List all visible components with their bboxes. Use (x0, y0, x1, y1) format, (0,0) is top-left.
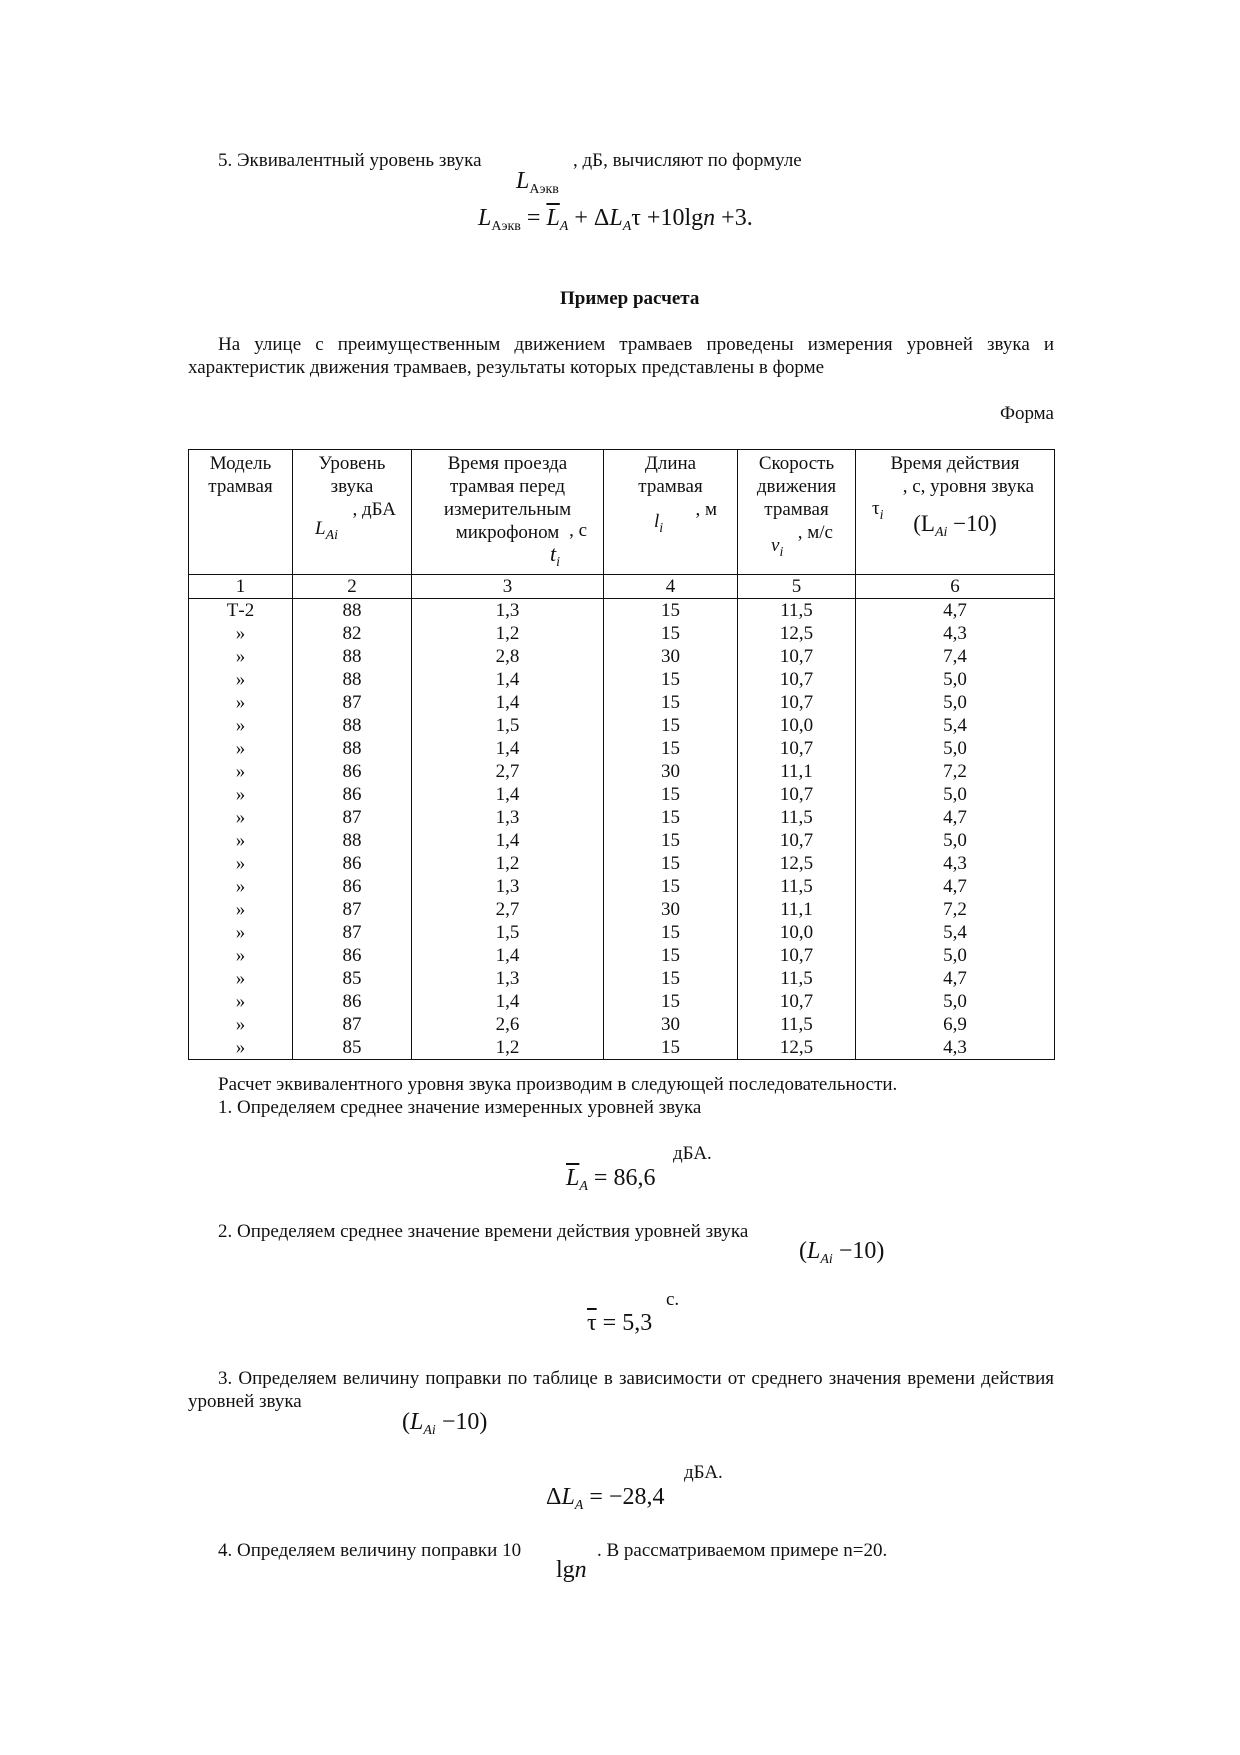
table-cell: 15 (604, 944, 738, 967)
table-cell: 15 (604, 875, 738, 898)
formula-mean-level: $\overline{L}_A = 86,6$ (566, 1165, 656, 1194)
table-cell: 15 (604, 852, 738, 875)
table-cell: 1,3 (412, 806, 604, 829)
header-speed: Скорость движения трамвая , м/с $v_i$ (738, 450, 856, 575)
table-cell: 5,0 (856, 737, 1055, 760)
table-cell: » (189, 921, 293, 944)
forma-label: Форма (999, 403, 1054, 424)
table-row (189, 806, 1055, 829)
table-cell: 88 (293, 599, 412, 623)
table-row (189, 622, 1055, 645)
step1-text: 1. Определяем среднее значение измеренных уровней звука (218, 1097, 702, 1118)
table-cell: 10,7 (738, 829, 856, 852)
column-number-row (189, 575, 1055, 599)
table-cell: 7,2 (856, 898, 1055, 921)
table-row (189, 599, 1055, 623)
forma-table (188, 449, 1055, 1060)
table-cell: 4,7 (856, 875, 1055, 898)
table-cell: » (189, 1036, 293, 1060)
table-cell: 15 (604, 737, 738, 760)
table-cell: 10,7 (738, 645, 856, 668)
table-cell: 30 (604, 1013, 738, 1036)
table-cell: 5,4 (856, 921, 1055, 944)
step3-expression: $(L_{Ai} -10)$ (402, 1409, 488, 1438)
table-cell: 87 (293, 1013, 412, 1036)
table-cell: » (189, 829, 293, 852)
table-row (189, 691, 1055, 714)
column-number: 1 (189, 575, 293, 599)
example-intro: На улице с преимущественным движением трамваев проведены измерения уровней звука и характеристик движения трамваев, результаты которых представлены в форме (188, 334, 1054, 378)
example-heading: Пример расчета (560, 288, 700, 309)
table-cell: 5,0 (856, 829, 1055, 852)
table-cell: 11,5 (738, 875, 856, 898)
table-cell: 1,4 (412, 691, 604, 714)
table-cell: 1,4 (412, 944, 604, 967)
table-cell: 85 (293, 1036, 412, 1060)
formula-mean-level-unit: дБА. (673, 1143, 712, 1164)
table-cell: » (189, 1013, 293, 1036)
table-cell: 15 (604, 967, 738, 990)
column-number: 2 (293, 575, 412, 599)
table-cell: 1,5 (412, 921, 604, 944)
table-cell: » (189, 714, 293, 737)
table-cell: 10,7 (738, 737, 856, 760)
table-cell: » (189, 944, 293, 967)
table-cell: 1,4 (412, 668, 604, 691)
table-cell: 1,3 (412, 599, 604, 623)
table-cell: 5,0 (856, 668, 1055, 691)
table-cell: » (189, 783, 293, 806)
table-cell: 10,7 (738, 668, 856, 691)
table-row (189, 852, 1055, 875)
table-cell: 2,6 (412, 1013, 604, 1036)
table-cell: 7,2 (856, 760, 1055, 783)
table-row (189, 1036, 1055, 1060)
table-cell: 11,5 (738, 967, 856, 990)
formula-correction-unit: дБА. (684, 1462, 723, 1483)
table-cell: 11,5 (738, 599, 856, 623)
table-cell: » (189, 898, 293, 921)
table-cell: 15 (604, 599, 738, 623)
table-cell: 5,0 (856, 944, 1055, 967)
header-sound-level: Уровень звука , дБА $L_{Ai}$ (293, 450, 412, 575)
table-cell: 1,5 (412, 714, 604, 737)
table-cell: 88 (293, 645, 412, 668)
table-cell: 86 (293, 990, 412, 1013)
table-cell: 10,0 (738, 714, 856, 737)
table-cell: 4,3 (856, 1036, 1055, 1060)
table-cell: 11,5 (738, 806, 856, 829)
steps-intro: Расчет эквивалентного уровня звука производим в следующей последовательности. (218, 1074, 898, 1095)
table-cell: 5,0 (856, 691, 1055, 714)
table-cell: 30 (604, 760, 738, 783)
table-row (189, 1013, 1055, 1036)
table-cell: 1,4 (412, 783, 604, 806)
step4-text-before: 4. Определяем величину поправки 10 (218, 1540, 522, 1561)
table-row (189, 829, 1055, 852)
table-cell: 5,4 (856, 714, 1055, 737)
item5-text-before: 5. Эквивалентный уровень звука (218, 150, 482, 171)
formula-mean-time-unit: с. (666, 1289, 680, 1310)
table-cell: 86 (293, 760, 412, 783)
table-cell: 10,7 (738, 990, 856, 1013)
table-cell: 5,0 (856, 990, 1055, 1013)
table-cell: » (189, 691, 293, 714)
table-cell: 15 (604, 714, 738, 737)
table-cell: 10,7 (738, 944, 856, 967)
table-cell: 5,0 (856, 783, 1055, 806)
table-cell: 4,3 (856, 622, 1055, 645)
table-cell: 87 (293, 898, 412, 921)
table-cell: 12,5 (738, 852, 856, 875)
table-cell: » (189, 806, 293, 829)
table-row (189, 921, 1055, 944)
table-cell: 15 (604, 921, 738, 944)
table-cell: 86 (293, 783, 412, 806)
table-cell: 7,4 (856, 645, 1055, 668)
table-cell: 4,7 (856, 967, 1055, 990)
table-cell: » (189, 645, 293, 668)
table-cell: 4,7 (856, 599, 1055, 623)
table-cell: 86 (293, 852, 412, 875)
table-cell: 12,5 (738, 1036, 856, 1060)
table-row (189, 990, 1055, 1013)
table-cell: » (189, 852, 293, 875)
column-number: 4 (604, 575, 738, 599)
table-cell: 88 (293, 737, 412, 760)
step3-text: 3. Определяем величину поправки по таблице в зависимости от среднего значения времени действия уровней звука (188, 1368, 1054, 1412)
table-cell: 1,2 (412, 852, 604, 875)
table-cell: 2,7 (412, 760, 604, 783)
column-number: 6 (856, 575, 1055, 599)
table-cell: 87 (293, 921, 412, 944)
table-cell: 82 (293, 622, 412, 645)
table-cell: 30 (604, 645, 738, 668)
table-cell: 87 (293, 806, 412, 829)
table-cell: 11,1 (738, 898, 856, 921)
table-cell: 2,8 (412, 645, 604, 668)
item5-text-after: , дБ, вычисляют по формуле (573, 150, 802, 171)
table-cell: 12,5 (738, 622, 856, 645)
table-cell: 15 (604, 691, 738, 714)
table-row (189, 783, 1055, 806)
table-cell: 10,7 (738, 783, 856, 806)
table-cell: 30 (604, 898, 738, 921)
header-length: Длина трамвая , м $l_i$ (604, 450, 738, 575)
table-cell: 1,4 (412, 990, 604, 1013)
step4-lgn: lgn (556, 1557, 587, 1583)
table-cell: 4,3 (856, 852, 1055, 875)
table-cell: 87 (293, 691, 412, 714)
table-cell: 15 (604, 668, 738, 691)
table-cell: 1,2 (412, 1036, 604, 1060)
table-cell: 1,4 (412, 737, 604, 760)
table-row (189, 737, 1055, 760)
table-row (189, 898, 1055, 921)
table-cell: 10,0 (738, 921, 856, 944)
table-cell: 2,7 (412, 898, 604, 921)
table-row (189, 967, 1055, 990)
table-cell: 1,3 (412, 967, 604, 990)
table-cell: 1,2 (412, 622, 604, 645)
table-cell: 88 (293, 668, 412, 691)
table-row (189, 875, 1055, 898)
table-cell: 11,5 (738, 1013, 856, 1036)
table-cell: » (189, 737, 293, 760)
column-number: 3 (412, 575, 604, 599)
table-cell: 15 (604, 990, 738, 1013)
table-row (189, 760, 1055, 783)
table-cell: Т-2 (189, 599, 293, 623)
table-cell: 15 (604, 829, 738, 852)
table-cell: 88 (293, 714, 412, 737)
formula-correction: $\Delta L_A = -28,4$ (546, 1484, 665, 1513)
table-cell: 1,3 (412, 875, 604, 898)
header-model: Модель трамвая (189, 450, 293, 575)
table-cell: 11,1 (738, 760, 856, 783)
table-cell: 4,7 (856, 806, 1055, 829)
table-cell: 15 (604, 806, 738, 829)
table-cell: » (189, 622, 293, 645)
step2-expression: $(L_{Ai} -10)$ (799, 1238, 885, 1267)
header-action-time: Время действия , с, уровня звука $\tau_i$ $(L_{Ai} -10)$ (856, 450, 1055, 575)
table-cell: 10,7 (738, 691, 856, 714)
step2-text: 2. Определяем среднее значение времени действия уровней звука (218, 1221, 749, 1242)
formula-mean-time: $\overline{\tau} = 5,3$ (587, 1310, 653, 1336)
table-cell: » (189, 760, 293, 783)
table-cell: » (189, 990, 293, 1013)
table-row (189, 645, 1055, 668)
header-pass-time: Время проезда трамвая перед измерительным микрофоном , с $t_i$ (412, 450, 604, 575)
table-cell: 86 (293, 944, 412, 967)
table-cell: 15 (604, 783, 738, 806)
item5-symbol: $L_{Аэкв}$ (516, 168, 559, 197)
table-row (189, 944, 1055, 967)
table-cell: » (189, 668, 293, 691)
table-row (189, 668, 1055, 691)
table-cell: 85 (293, 967, 412, 990)
table-cell: » (189, 875, 293, 898)
table-row (189, 714, 1055, 737)
table-cell: 88 (293, 829, 412, 852)
main-formula: $L_{Аэкв} = \overline{L}_A + \Delta L_A\tau +10\lg n +3$. (478, 205, 753, 234)
table-cell: » (189, 967, 293, 990)
table-cell: 15 (604, 1036, 738, 1060)
table-cell: 6,9 (856, 1013, 1055, 1036)
table-cell: 15 (604, 622, 738, 645)
column-number: 5 (738, 575, 856, 599)
table-cell: 1,4 (412, 829, 604, 852)
table-cell: 86 (293, 875, 412, 898)
step4-text-after: . В рассматриваемом примере n=20. (597, 1540, 888, 1561)
